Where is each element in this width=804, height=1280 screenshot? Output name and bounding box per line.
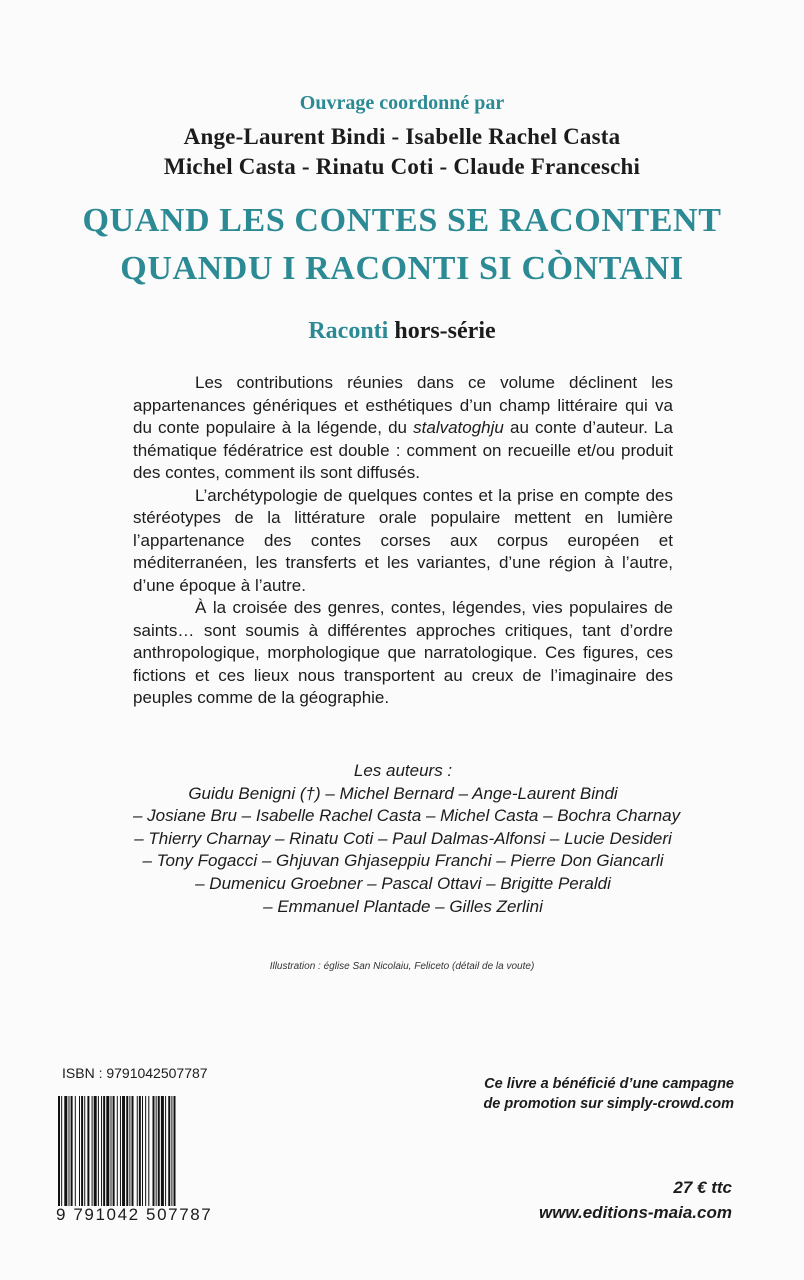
description-paragraph-2: L’archétypologie de quelques contes et la prise en compte des stéréotypes de la littérature orale populaire mettent en lumière l’appartenance des contes corses aux corpus européen et méditerranéen, les transferts et les variantes, d’une région à l’autre, d’une époque à l’autre. [133,485,673,595]
authors-line: – Tony Fogacci – Ghjuvan Ghjaseppiu Franchi – Pierre Don Giancarli [142,851,664,871]
crowdfunding-notice [394,1074,734,1114]
illustration-credit: Illustration : église San Nicolaiu, Feliceto (détail de la voute) [269,961,535,972]
crowdfunding-line-2: de promotion sur simply-crowd.com [483,1096,734,1112]
coordinators-line-1: Ange-Laurent Bindi - Isabelle Rachel Casta [183,124,621,149]
authors-line: – Dumenicu Groebner – Pascal Ottavi – Brigitte Peraldi [195,873,611,893]
series-name: Raconti [308,318,389,344]
isbn-barcode [56,1096,228,1208]
authors-line: – Josiane Bru – Isabelle Rachel Casta – Michel Casta – Bochra Charnay [133,806,681,826]
coordinators-line-2: Michel Casta - Rinatu Coti - Claude Franceschi [163,154,641,179]
barcode-bars [56,1096,228,1208]
book-title-corsican: QUANDU I RACONTI SI CÒNTANI [120,250,684,287]
publisher-website: www.editions-maia.com [538,1203,732,1222]
authors-line: Guidu Benigni (†) – Michel Bernard – Ange-Laurent Bindi [188,783,618,803]
series-suffix: hors-série [394,318,496,344]
book-title-french: QUAND LES CONTES SE RACONTENT [82,202,722,239]
barcode-digits: 9 791042 507787 [56,1205,213,1224]
authors-heading: Les auteurs : [353,761,453,780]
isbn-label: ISBN : 9791042507787 [62,1065,208,1081]
authors-line: – Emmanuel Plantade – Gilles Zerlini [263,896,543,916]
crowdfunding-line-1: Ce livre a bénéficié d’une campagne [484,1076,734,1092]
authors-list [133,760,681,918]
description-paragraph-3: À la croisée des genres, contes, légendes, vies populaires de saints… sont soumis à différentes approches critiques, tant d’ordre anthropologique, morphologique que narratologique. Ces figures, ces fictions et ces lieux nous transportent au creux de l’imaginaire des peuples comme de la géographie. [133,598,673,707]
price-label: 27 € ttc [673,1178,732,1197]
series-label [0,318,804,345]
italic-term: stalvatoghju [413,418,504,437]
description-paragraph-1: Les contributions réunies dans ce volume déclinent les appartenances génériques et esthétiques d’un champ littéraire qui va du conte populaire à la légende, du stalvatoghju au conte d’auteur. La thématique fédératrice est double : comment on recueille et/ou produit des contes, comment ils sont diffusés. [133,373,673,482]
authors-line: – Thierry Charnay – Rinatu Coti – Paul Dalmas-Alfonsi – Lucie Desideri [134,828,672,848]
back-cover-description [133,372,673,710]
coordinated-by-label: Ouvrage coordonné par [299,92,505,114]
